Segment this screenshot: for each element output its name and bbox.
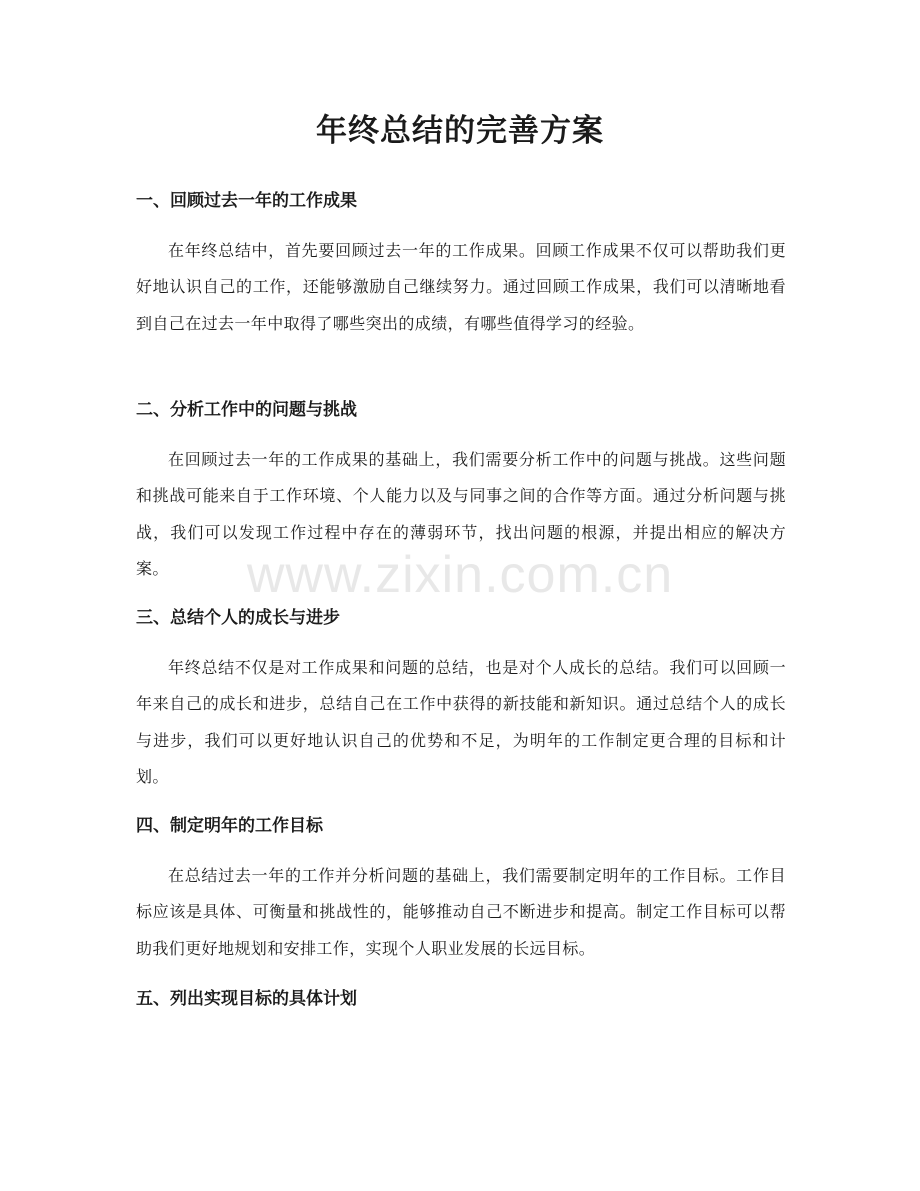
section-body: 年终总结不仅是对工作成果和问题的总结，也是对个人成长的总结。我们可以回顾一年来自己的成长和进步，总结自己在工作中获得的新技能和新知识。通过总结个人的成长与进步，我们可以更好地认识自己的优势和不足，为明年的工作制定更合理的目标和计划。	[136, 658, 786, 786]
section-body: 在总结过去一年的工作并分析问题的基础上，我们需要制定明年的工作目标。工作目标应该是具体、可衡量和挑战性的，能够推动自己不断进步和提高。制定工作目标可以帮助我们更好地规划和安排工作，实现个人职业发展的长远目标。	[136, 866, 786, 958]
section-body: 在回顾过去一年的工作成果的基础上，我们需要分析工作中的问题与挑战。这些问题和挑战可能来自于工作环境、个人能力以及与同事之间的合作等方面。通过分析问题与挑战，我们可以发现工作过程中存在的薄弱环节，找出问题的根源，并提出相应的解决方案。	[136, 450, 786, 578]
section-heading: 三、总结个人的成长与进步	[136, 608, 340, 628]
section-heading: 四、制定明年的工作目标	[136, 816, 323, 836]
section-body: 在年终总结中，首先要回顾过去一年的工作成果。回顾工作成果不仅可以帮助我们更好地认识自己的工作，还能够激励自己继续努力。通过回顾工作成果，我们可以清晰地看到自己在过去一年中取得了哪些突出的成绩，有哪些值得学习的经验。	[136, 241, 786, 333]
document-title: 年终总结的完善方案	[316, 113, 604, 149]
section-heading: 一、回顾过去一年的工作成果	[136, 191, 357, 211]
section-concrete-plan	[136, 987, 786, 1011]
watermark: www.zixin.com.cn	[246, 546, 674, 604]
section-analyze-problems	[136, 398, 786, 587]
section-personal-growth	[136, 606, 786, 795]
section-next-year-goals	[136, 814, 786, 967]
section-heading: 五、列出实现目标的具体计划	[136, 989, 357, 1009]
section-heading: 二、分析工作中的问题与挑战	[136, 400, 357, 420]
section-review-achievements	[136, 189, 786, 342]
